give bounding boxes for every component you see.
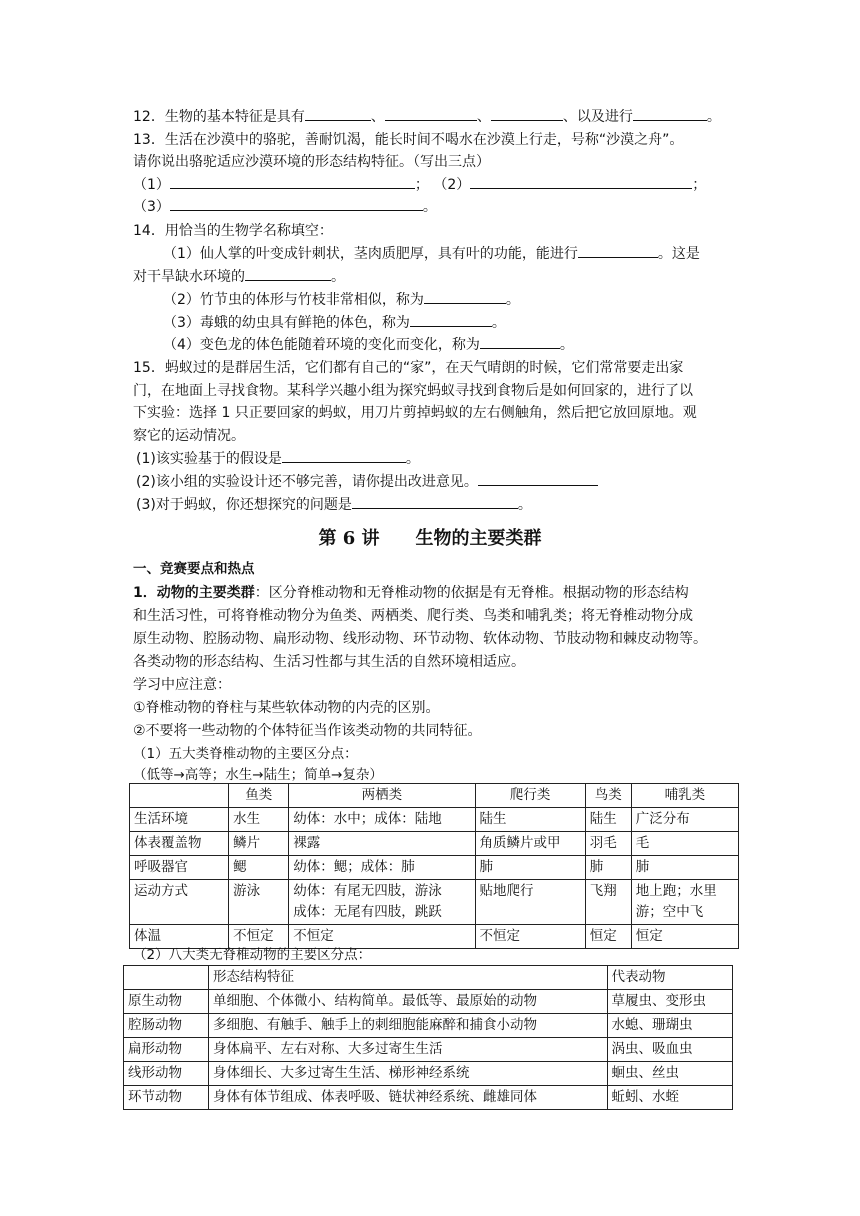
table-cell <box>229 880 289 925</box>
para-1-line-1 <box>133 582 689 604</box>
table-cell: 生活环境 <box>130 808 229 832</box>
cell-text: 幼体：有尾无四肢，游泳 <box>293 883 442 899</box>
table-cell: 裸露 <box>289 832 475 856</box>
q12-blank-4[interactable] <box>633 106 707 121</box>
q12-blank-1[interactable] <box>305 106 371 121</box>
q14-s2-end: 。 <box>505 292 520 308</box>
q14-s1-end: 。 <box>331 269 345 285</box>
section-heading: 一、竞赛要点和热点 <box>133 561 255 577</box>
q15-blank-1[interactable] <box>282 448 406 463</box>
table-cell: 涡虫、吸血虫 <box>607 1038 732 1062</box>
table-cell: 幼体：水中；成体：陆地 <box>289 808 475 832</box>
table-cell: 肺 <box>475 856 585 880</box>
q14-sub-4 <box>163 334 574 356</box>
table-cell: 鳃 <box>229 856 289 880</box>
q14-sub-3 <box>163 312 506 334</box>
table-cell: 不恒定 <box>289 925 475 949</box>
q15-blank-3[interactable] <box>352 494 518 509</box>
q13-line-1: 13．生活在沙漠中的骆驼，善耐饥渴，能长时间不喝水在沙漠上行走，号称“沙漠之舟”。 <box>133 132 684 148</box>
para-1-line-2: 和生活习性，可将脊椎动物分为鱼类、两栖类、爬行类、鸟类和哺乳类；将无脊椎动物分成 <box>133 608 693 624</box>
q12-sep: 、 <box>476 109 491 125</box>
table-cell: 羽毛 <box>585 832 631 856</box>
q12-text: 12．生物的基本特征是具有 <box>133 109 305 125</box>
table-cell: 身体扁平、左右对称、大多过寄生生活 <box>208 1038 607 1062</box>
table-cell: 恒定 <box>631 925 738 949</box>
cell-text: 地上跑；水里 <box>635 883 717 899</box>
q13-a1-label: （1） <box>133 177 170 193</box>
para-1-line-3: 原生动物、腔肠动物、扁形动物、线形动物、环节动物、软体动物、节肢动物和棘皮动物等。 <box>133 631 707 647</box>
table-cell <box>130 880 229 925</box>
table-cell: 陆生 <box>585 808 631 832</box>
q15-line-1: 15．蚂蚁过的是群居生活，它们都有自己的“家”，在天气晴朗的时候，它们常常要走出家 <box>133 360 684 376</box>
q12-sep: 、以及进行 <box>562 109 633 125</box>
table-header-cell: 鱼类 <box>229 784 289 808</box>
table-cell: 体表覆盖物 <box>130 832 229 856</box>
q14-sub-1 <box>163 243 700 265</box>
table-cell: 毛 <box>631 832 738 856</box>
table-cell: 线形动物 <box>124 1062 209 1086</box>
q14-blank-5[interactable] <box>480 334 560 349</box>
table-cell: 体温 <box>130 925 229 949</box>
table-cell: 原生动物 <box>124 990 209 1014</box>
q15-line-2: 门，在地面上寻找食物。某科学兴趣小组为探究蚂蚁寻找到食物后是如何回家的，进行了以 <box>133 383 693 399</box>
table-header-cell: 鸟类 <box>585 784 631 808</box>
table-cell: 肺 <box>585 856 631 880</box>
note-2: ②不要将一些动物的个体特征当作该类动物的共同特征。 <box>133 723 482 739</box>
table-cell: 恒定 <box>585 925 631 949</box>
table-header-cell: 两栖类 <box>289 784 475 808</box>
q13-a2-end: ； <box>692 177 707 193</box>
table-cell: 幼体：鳃；成体：肺 <box>289 856 475 880</box>
table-cell: 水生 <box>229 808 289 832</box>
q15-blank-2[interactable] <box>478 471 598 486</box>
table-header-cell: 哺乳类 <box>631 784 738 808</box>
table-cell: 不恒定 <box>475 925 585 949</box>
q15-p1-end: 。 <box>405 451 420 467</box>
table-cell: 身体有体节组成、体表呼吸、链状神经系统、雌雄同体 <box>208 1086 607 1110</box>
q15-p3-end: 。 <box>517 497 532 513</box>
note-heading: 学习中应注意： <box>133 677 231 693</box>
table-header-cell <box>130 784 229 808</box>
cell-text: 游；空中飞 <box>635 904 704 920</box>
table-cell <box>289 880 475 925</box>
q14-s4-end: 。 <box>559 337 574 353</box>
q14-s2-text: （2）竹节虫的体形与竹枝非常相似，称为 <box>163 292 424 308</box>
q15-p2-text: (2)该小组的实验设计还不够完善，请你提出改进意见。 <box>136 474 478 490</box>
table-row <box>124 1062 733 1086</box>
q14-s1-text-c: 对干旱缺水环境的 <box>133 269 245 285</box>
q15-p1-text: (1)该实验基于的假设是 <box>136 451 282 467</box>
para-1-line-4: 各类动物的形态结构、生活习性都与其生活的自然环境相适应。 <box>133 654 525 670</box>
table-cell: 腔肠动物 <box>124 1014 209 1038</box>
cell-text: 贴地爬行 <box>479 883 534 899</box>
table-row <box>124 1086 733 1110</box>
table-row <box>124 1038 733 1062</box>
table-cell <box>475 880 585 925</box>
q14-s1-text: （1）仙人掌的叶变成针刺状，茎肉质肥厚，具有叶的功能，能进行 <box>163 246 578 262</box>
q15-line-4: 察它的运动情况。 <box>133 428 245 444</box>
note-1: ①脊椎动物的脊柱与某些软体动物的内壳的区别。 <box>133 700 440 716</box>
section-title: 第 6 讲 生物的主要类群 <box>318 528 542 549</box>
table-row <box>124 990 733 1014</box>
q15-line-3: 下实验：选择 1 只正要回家的蚂蚁，用刀片剪掉蚂蚁的左右侧触角，然后把它放回原地。观 <box>133 405 697 421</box>
table-cell: 角质鳞片或甲 <box>475 832 585 856</box>
table-row <box>130 832 739 856</box>
q12-end: 。 <box>706 109 721 125</box>
q15-p3-text: (3)对于蚂蚁，你还想探究的问题是 <box>136 497 352 513</box>
q13-a3-label: （3） <box>133 199 170 215</box>
q14-blank-1[interactable] <box>578 243 658 258</box>
table-header-row <box>130 784 739 808</box>
q15-part-1 <box>136 448 420 470</box>
table-cell: 身体细长、大多过寄生生活、梯形神经系统 <box>208 1062 607 1086</box>
table-cell: 多细胞、有触手、触手上的刺细胞能麻醉和捕食小动物 <box>208 1014 607 1038</box>
table2-title: （2）八大类无脊椎动物的主要区分点： <box>133 947 372 963</box>
q14-line-1: 14．用恰当的生物学名称填空： <box>133 223 333 239</box>
q13-answer-row-2 <box>133 196 437 218</box>
table-cell: 环节动物 <box>124 1086 209 1110</box>
q14-sub-2 <box>163 289 520 311</box>
table-cell: 鳞片 <box>229 832 289 856</box>
q15-part-3 <box>136 494 532 516</box>
table-row <box>130 880 739 925</box>
table-header-cell: 形态结构特征 <box>208 966 607 990</box>
q13-blank-3[interactable] <box>170 196 423 211</box>
q12-blank-2[interactable] <box>385 106 477 121</box>
q15-part-2 <box>136 471 598 493</box>
table-row <box>124 1014 733 1038</box>
table-cell: 呼吸器官 <box>130 856 229 880</box>
table-row <box>130 856 739 880</box>
table-cell: 陆生 <box>475 808 585 832</box>
cell-text: 运动方式 <box>134 883 188 899</box>
q13-blank-1[interactable] <box>170 174 415 189</box>
table-cell: 广泛分布 <box>631 808 738 832</box>
table-header-cell: 爬行类 <box>475 784 585 808</box>
q13-answer-row-1 <box>133 174 706 196</box>
table-cell: 水螅、珊瑚虫 <box>607 1014 732 1038</box>
para-1-rest: ：区分脊椎动物和无脊椎动物的依据是有无脊椎。根据动物的形态结构 <box>254 585 689 601</box>
table1-title: （1）五大类脊椎动物的主要区分点： <box>133 746 358 762</box>
invertebrate-table <box>123 965 733 1110</box>
q14-s3-end: 。 <box>491 315 506 331</box>
table1-subtitle: （低等→高等；水生→陆生；简单→复杂） <box>133 767 383 783</box>
q12-blank-3[interactable] <box>491 106 563 121</box>
table-cell: 蚯蚓、水蛭 <box>607 1086 732 1110</box>
q12-line <box>133 106 721 128</box>
q14-sub-1-cont <box>133 266 345 288</box>
table-row <box>130 808 739 832</box>
q13-line-2: 请你说出骆驼适应沙漠环境的形态结构特征。（写出三点） <box>133 154 490 170</box>
table-header-cell: 代表动物 <box>607 966 732 990</box>
q14-blank-4[interactable] <box>410 312 492 327</box>
table-cell: 单细胞、个体微小、结构简单。最低等、最原始的动物 <box>208 990 607 1014</box>
cell-text: 成体：无尾有四肢，跳跃 <box>293 904 442 920</box>
vertebrate-table <box>129 783 739 949</box>
cell-text: 飞翔 <box>589 883 617 899</box>
q14-blank-3[interactable] <box>424 289 506 304</box>
q14-s1-text-b: 。这是 <box>657 246 700 262</box>
table-cell: 草履虫、变形虫 <box>607 990 732 1014</box>
q14-s4-text: （4）变色龙的体色能随着环境的变化而变化，称为 <box>163 337 480 353</box>
q13-blank-2[interactable] <box>470 174 692 189</box>
q14-s3-text: （3）毒蛾的幼虫具有鲜艳的体色，称为 <box>163 315 410 331</box>
table-cell: 肺 <box>631 856 738 880</box>
cell-text: 游泳 <box>233 883 261 899</box>
table-header-row <box>124 966 733 990</box>
q14-blank-2[interactable] <box>245 266 331 281</box>
table-header-cell <box>124 966 209 990</box>
para-1-lead: 1．动物的主要类群 <box>133 585 255 601</box>
table-cell <box>631 880 738 925</box>
q13-a1-end: ； <box>414 177 429 193</box>
table-cell: 蛔虫、丝虫 <box>607 1062 732 1086</box>
table-cell <box>585 880 631 925</box>
table-cell: 扁形动物 <box>124 1038 209 1062</box>
q13-a3-end: 。 <box>422 199 437 215</box>
q12-sep: 、 <box>370 109 385 125</box>
q13-a2-label: （2） <box>433 177 471 193</box>
table-cell: 不恒定 <box>229 925 289 949</box>
